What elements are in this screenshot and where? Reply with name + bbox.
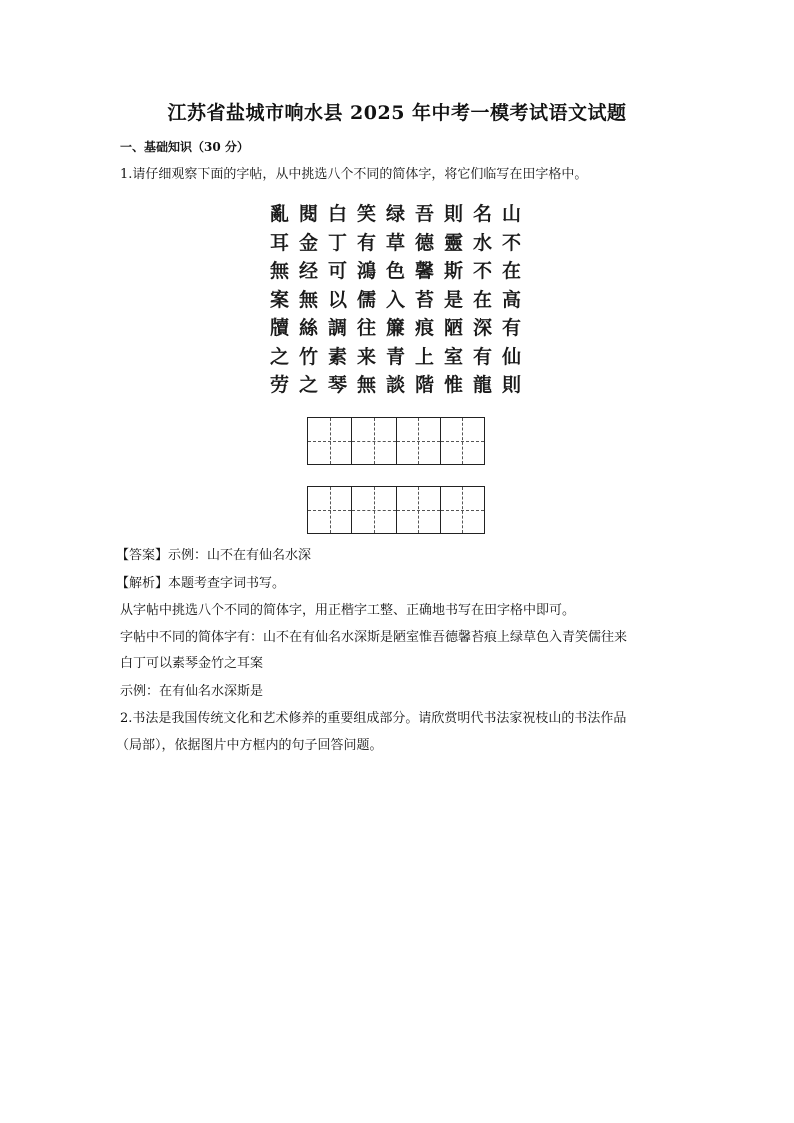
- question-1: 1.请仔细观察下面的字帖，从中挑选八个不同的简体字，将它们临写在田字格中。: [120, 167, 588, 182]
- analysis-text-2: 字帖中不同的简体字有：山不在有仙名水深斯是陋室惟吾德馨苔痕上绿草色入青笑儒往来: [120, 630, 628, 645]
- copybook-row: 亂閱白笑绿吾則名山: [270, 203, 532, 225]
- page-title: 江苏省盐城市响水县 2025 年中考一模考试语文试题: [167, 102, 627, 124]
- copybook-row: 案無以儒入苔是在高: [270, 288, 532, 311]
- example-text: 示例：在有仙名水深斯是: [120, 684, 264, 699]
- copybook-row: 無经可鴻色馨斯不在: [270, 260, 532, 282]
- analysis-text-3: 白丁可以素琴金竹之耳案: [120, 656, 264, 671]
- copybook-row: 牘絲調往簾痕陋深有: [270, 317, 532, 339]
- tianzige-row-1: [307, 417, 485, 465]
- tianzige-cell[interactable]: [440, 418, 484, 464]
- tianzige-cell[interactable]: [440, 487, 484, 533]
- question-2-line-1: 2.书法是我国传统文化和艺术修养的重要组成部分。请欣赏明代书法家祝枝山的书法作品: [120, 711, 627, 726]
- tianzige-cell[interactable]: [308, 487, 351, 533]
- analysis-heading: 【解析】本题考查字词书写。: [116, 576, 286, 591]
- tianzige-row-2: [307, 486, 485, 534]
- tianzige-cell[interactable]: [351, 487, 395, 533]
- copybook-row: 劳之琴無談階惟龍則: [270, 374, 532, 396]
- answer-text: 【答案】示例：山不在有仙名水深: [116, 548, 312, 563]
- section-heading: 一、基础知识（30 分）: [120, 140, 249, 154]
- analysis-text-1: 从字帖中挑选八个不同的简体字，用正楷字工整、正确地书写在田字格中即可。: [120, 603, 576, 618]
- tianzige-cell[interactable]: [351, 418, 395, 464]
- copybook-row: 之竹素来青上室有仙: [270, 345, 532, 368]
- tianzige-cell[interactable]: [308, 418, 351, 464]
- copybook-row: 耳金丁有草德靈水不: [270, 231, 532, 254]
- copybook-characters: [270, 200, 532, 400]
- tianzige-cell[interactable]: [396, 418, 440, 464]
- tianzige-cell[interactable]: [396, 487, 440, 533]
- question-2-line-2: （局部），依据图片中方框内的句子回答问题。: [116, 738, 383, 753]
